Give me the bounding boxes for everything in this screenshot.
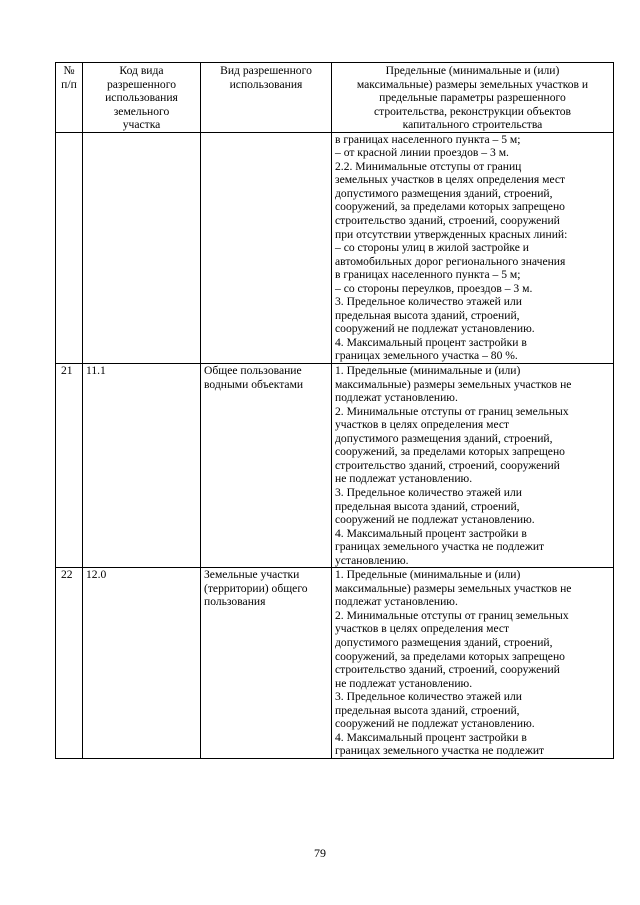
header-code (83, 63, 201, 133)
header-params (332, 63, 614, 133)
row-type (201, 568, 332, 759)
header-type-line: использования (229, 77, 303, 91)
param-line: допустимого размещения зданий, строений, (335, 431, 553, 445)
header-params-line: Предельные (минимальные и (или) (385, 64, 560, 77)
param-line: допустимого размещения зданий, строений, (335, 186, 553, 200)
table-header (56, 63, 614, 133)
header-code-line: разрешенного (106, 77, 176, 91)
param-line: сооружений, за пределами которых запрещено (335, 649, 565, 663)
param-line: в границах населенного пункта – 5 м; (335, 268, 521, 282)
param-line: автомобильных дорог регионального значения (335, 254, 566, 268)
param-line: – со стороны улиц в жилой застройке и (335, 241, 530, 255)
table-row (56, 568, 614, 759)
param-line: 3. Предельное количество этажей или (335, 485, 522, 499)
param-line: 2.2. Минимальные отступы от границ (335, 159, 522, 173)
param-line: 3. Предельное количество этажей или (335, 295, 522, 309)
param-line: сооружений не подлежат установлению. (335, 513, 535, 527)
param-line: 2. Минимальные отступы от границ земельных (335, 608, 569, 622)
param-line: сооружений, за пределами которых запрещено (335, 445, 565, 459)
param-line: сооружений не подлежат установлению. (335, 717, 535, 731)
param-line: строительство зданий, строений, сооружений (335, 214, 560, 228)
header-num-line: п/п (61, 77, 77, 91)
table-body (56, 132, 614, 758)
type-line: Общее пользование (204, 364, 302, 378)
type-line: (территории) общего (204, 581, 308, 595)
param-line: допустимого размещения зданий, строений, (335, 635, 553, 649)
header-code-line: участка (122, 118, 161, 132)
param-line: – от красной линии проездов – 3 м. (335, 146, 509, 160)
row-type (201, 364, 332, 568)
row-params (332, 364, 614, 568)
param-line: 4. Максимальный процент застройки в (335, 526, 527, 540)
header-num-line: № (63, 64, 75, 77)
param-line: при отсутствии утвержденных красных линий: (335, 227, 568, 241)
param-line: в границах населенного пункта – 5 м; (335, 132, 521, 146)
header-code-line: использования (105, 91, 178, 105)
param-line: 1. Предельные (минимальные и (или) (335, 364, 521, 378)
header-type (201, 63, 332, 133)
row-params (332, 568, 614, 759)
param-line: строительство зданий, строений, сооружений (335, 663, 560, 677)
header-params-line: максимальные) размеры земельных участков и (356, 77, 589, 91)
table-row (56, 132, 614, 363)
param-line: установлению. (335, 553, 409, 567)
type-line: пользования (204, 595, 266, 609)
param-line: 4. Максимальный процент застройки в (335, 335, 527, 349)
param-line: земельных участков в целях определения мест (335, 173, 566, 187)
param-line: границах земельного участка не подлежит (335, 744, 545, 758)
param-line: 3. Предельное количество этажей или (335, 690, 522, 704)
param-line: участков в целях определения мест (335, 418, 510, 432)
header-row (56, 63, 614, 133)
param-line: предельная высота зданий, строений, (335, 308, 520, 322)
land-use-regulations-table (55, 62, 614, 759)
header-num (56, 63, 83, 133)
param-line: – со стороны переулков, проездов – 3 м. (335, 281, 533, 295)
param-line: сооружений, за пределами которых запрещено (335, 200, 565, 214)
param-line: 1. Предельные (минимальные и (или) (335, 568, 521, 582)
param-line: предельная высота зданий, строений, (335, 499, 520, 513)
row-code: 11.1 (83, 364, 201, 568)
row-num: 22 (56, 568, 83, 759)
header-params-line: капитального строительства (402, 118, 543, 132)
param-line: максимальные) размеры земельных участков не (335, 377, 572, 391)
header-code-line: земельного (113, 104, 170, 118)
param-line: не подлежат установлению. (335, 676, 473, 690)
row-params (332, 132, 614, 363)
header-params-line: строительства, реконструкции объектов (373, 104, 572, 118)
param-line: не подлежат установлению. (335, 472, 473, 486)
param-line: 4. Максимальный процент застройки в (335, 730, 527, 744)
param-line: участков в целях определения мест (335, 622, 510, 636)
type-line: водными объектами (204, 377, 304, 391)
param-line: подлежат установлению. (335, 595, 458, 609)
param-line: 2. Минимальные отступы от границ земельных (335, 404, 569, 418)
param-line: максимальные) размеры земельных участков не (335, 581, 572, 595)
row-num: 21 (56, 364, 83, 568)
param-line: сооружений не подлежат установлению. (335, 322, 535, 336)
param-line: подлежат установлению. (335, 391, 458, 405)
row-num (56, 132, 83, 363)
row-type (201, 132, 332, 363)
type-line: Земельные участки (204, 568, 300, 582)
header-type-line: Вид разрешенного (220, 64, 312, 77)
header-code-line: Код вида (119, 64, 164, 77)
table-row (56, 364, 614, 568)
param-line: границах земельного участка не подлежит (335, 540, 545, 554)
row-code: 12.0 (83, 568, 201, 759)
row-code (83, 132, 201, 363)
header-params-line: предельные параметры разрешенного (379, 91, 566, 105)
param-line: строительство зданий, строений, сооружений (335, 458, 560, 472)
param-line: предельная высота зданий, строений, (335, 703, 520, 717)
page-number: 79 (314, 846, 326, 860)
param-line: границах земельного участка – 80 %. (335, 349, 518, 363)
